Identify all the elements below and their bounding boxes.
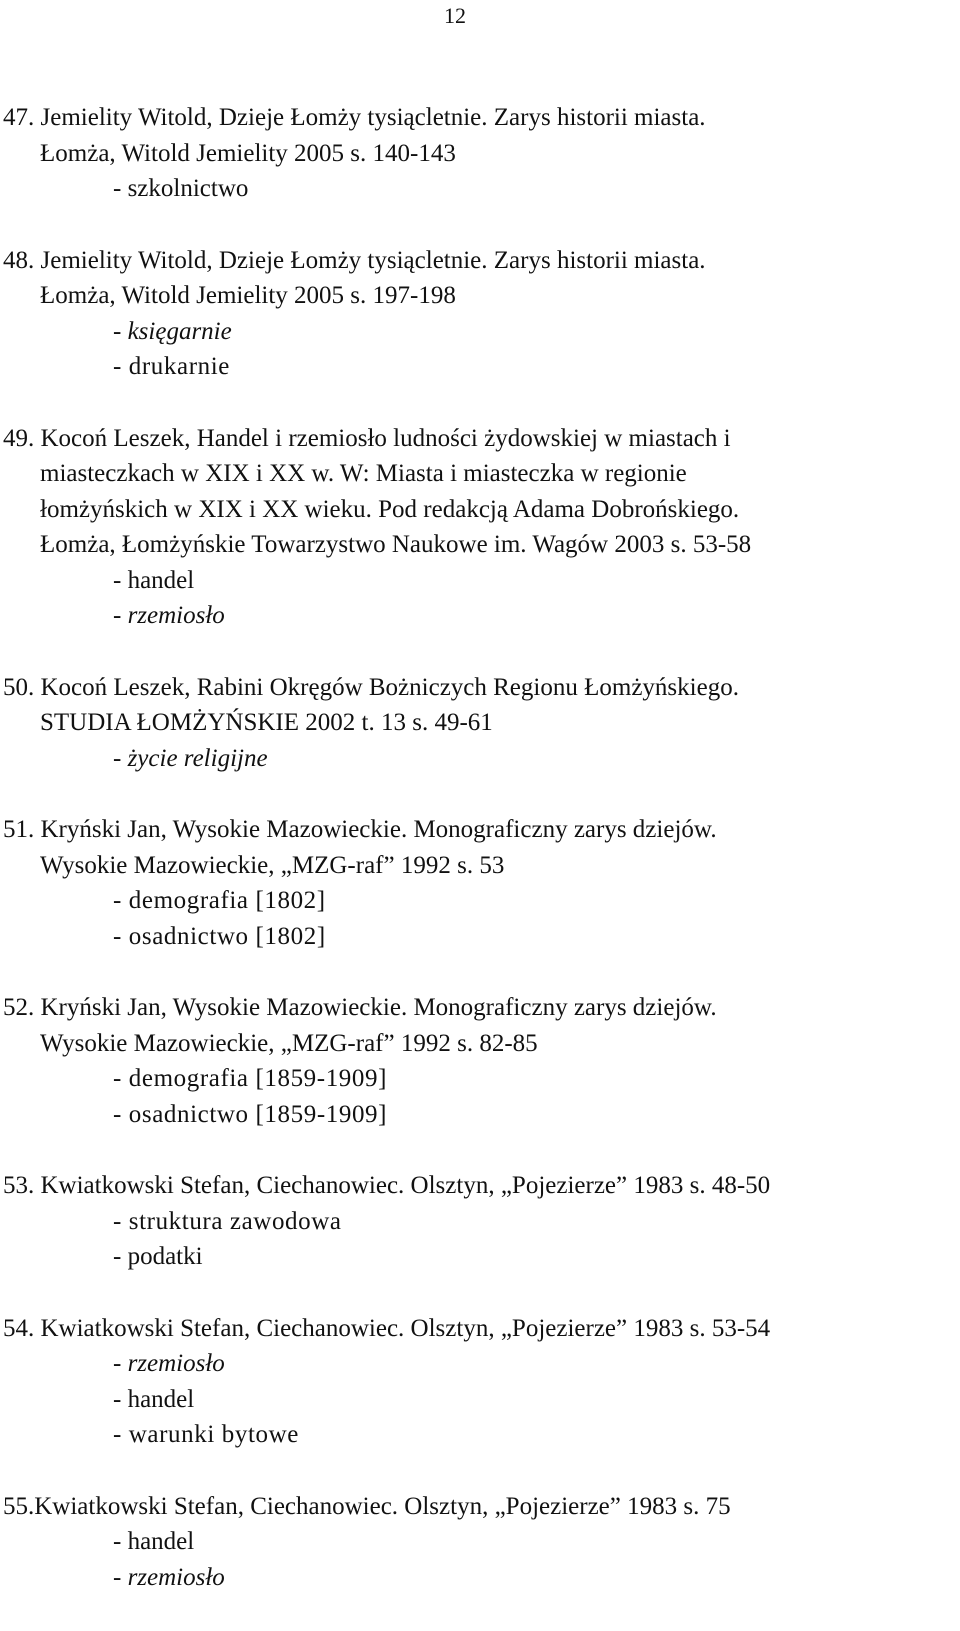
entry-keyword: - rzemiosło xyxy=(113,1563,225,1591)
entry-citation-line: 51. Kryński Jan, Wysokie Mazowieckie. Monograficzny zarys dziejów. xyxy=(3,816,717,843)
entry-keyword: - podatki xyxy=(113,1243,203,1270)
entry-citation-line: 55.Kwiatkowski Stefan, Ciechanowiec. Olsztyn, „Pojezierze” 1983 s. 75 xyxy=(3,1492,731,1520)
entry-keyword: - szkolnictwo xyxy=(113,175,249,202)
entry-keyword: - rzemiosło xyxy=(113,602,225,629)
entry-citation-line: Łomża, Łomżyńskie Towarzystwo Naukowe im. Wagów 2003 s. 53-58 xyxy=(40,531,752,558)
entry-keyword: - drukarnie xyxy=(113,353,230,380)
bibliography-entry-55 xyxy=(0,1489,960,1596)
entry-keyword: - handel xyxy=(113,566,195,594)
entry-keyword: - życie religijne xyxy=(113,744,268,772)
entry-citation-line: 52. Kryński Jan, Wysokie Mazowieckie. Monograficzny zarys dziejów. xyxy=(3,994,717,1021)
entry-keyword: - osadnictwo [1859-1909] xyxy=(113,1100,388,1128)
bibliography-entry-48 xyxy=(0,243,960,385)
entry-keyword: - księgarnie xyxy=(113,317,232,345)
bibliography-entry-53 xyxy=(0,1168,960,1275)
entry-citation-line: 49. Kocoń Leszek, Handel i rzemiosło ludności żydowskiej w miastach i xyxy=(3,424,731,452)
entry-citation-line: łomżyńskich w XIX i XX wieku. Pod redakcją Adama Dobrońskiego. xyxy=(40,495,740,523)
bibliography-entry-47 xyxy=(0,100,960,207)
bibliography-entry-52 xyxy=(0,990,960,1132)
entry-citation-line: Wysokie Mazowieckie, „MZG-raf” 1992 s. 82-85 xyxy=(40,1029,538,1057)
entry-citation-line: Wysokie Mazowieckie, „MZG-raf” 1992 s. 53 xyxy=(40,851,505,879)
entry-keyword: - handel xyxy=(113,1528,195,1555)
entry-citation-line: 53. Kwiatkowski Stefan, Ciechanowiec. Olsztyn, „Pojezierze” 1983 s. 48-50 xyxy=(3,1172,771,1199)
entry-keyword: - handel xyxy=(113,1385,195,1413)
entry-citation-line: miasteczkach w XIX i XX w. W: Miasta i miasteczka w regionie xyxy=(40,460,687,487)
entry-citation-line: 48. Jemielity Witold, Dzieje Łomży tysiącletnie. Zarys historii miasta. xyxy=(3,246,706,274)
entry-citation-line: STUDIA ŁOMŻYŃSKIE 2002 t. 13 s. 49-61 xyxy=(40,709,493,736)
entry-keyword: - demografia [1859-1909] xyxy=(113,1065,388,1092)
entry-keyword: - warunki bytowe xyxy=(113,1421,299,1448)
bibliography-entry-50 xyxy=(0,670,960,777)
page-number: 12 xyxy=(444,3,466,28)
entry-citation-line: 54. Kwiatkowski Stefan, Ciechanowiec. Olsztyn, „Pojezierze” 1983 s. 53-54 xyxy=(3,1314,771,1342)
bibliography-entry-49 xyxy=(0,421,960,634)
entry-keyword: - osadnictwo [1802] xyxy=(113,922,326,950)
entry-citation-line: 50. Kocoń Leszek, Rabini Okręgów Bożniczych Regionu Łomżyńskiego. xyxy=(3,673,739,701)
bibliography-entry-51 xyxy=(0,812,960,954)
entry-citation-line: 47. Jemielity Witold, Dzieje Łomży tysiącletnie. Zarys historii miasta. xyxy=(3,104,706,131)
entry-keyword: - struktura zawodowa xyxy=(113,1207,342,1235)
bibliography-list xyxy=(0,100,960,1631)
entry-citation-line: Łomża, Witold Jemielity 2005 s. 140-143 xyxy=(40,139,456,167)
bibliography-entry-54 xyxy=(0,1311,960,1453)
entry-citation-line: Łomża, Witold Jemielity 2005 s. 197-198 xyxy=(40,282,456,309)
entry-keyword: - rzemiosło xyxy=(113,1350,225,1377)
entry-keyword: - demografia [1802] xyxy=(113,887,326,914)
